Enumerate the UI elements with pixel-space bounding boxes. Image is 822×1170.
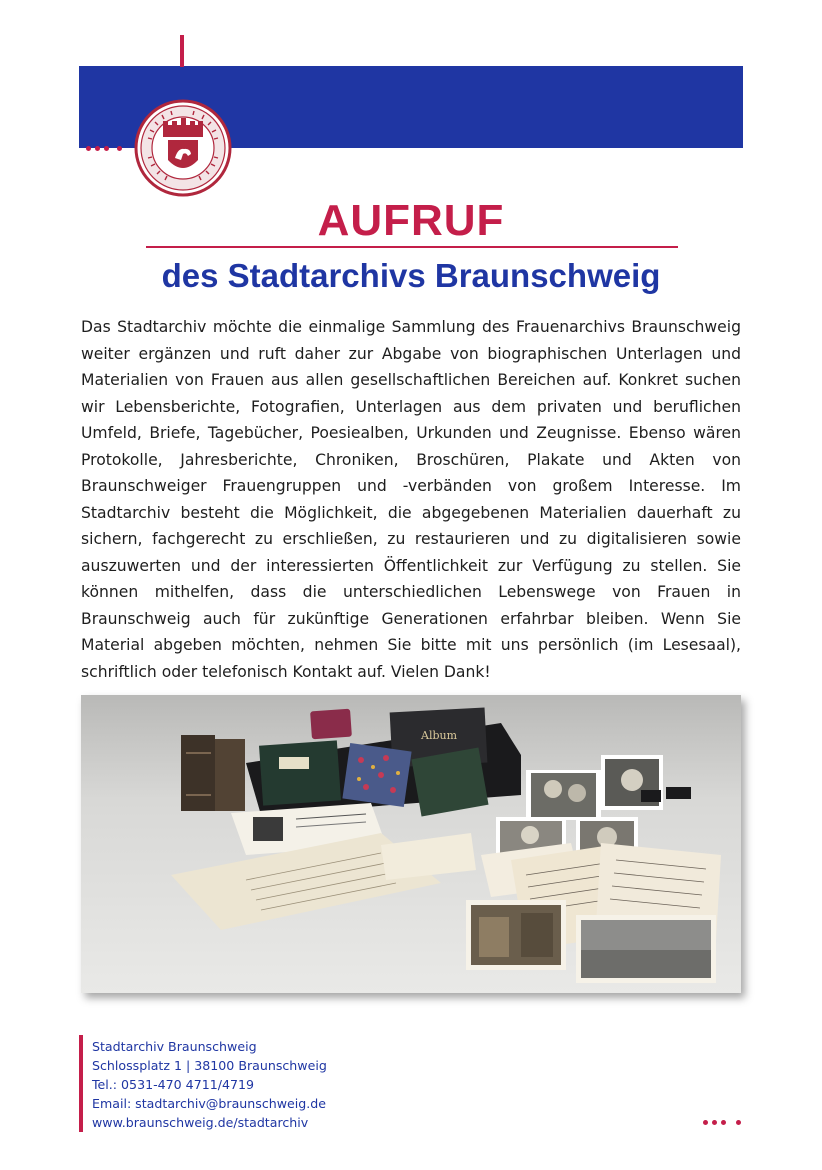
footer-phone: Tel.: 0531-470 4711/4719 bbox=[92, 1077, 255, 1092]
title-divider bbox=[146, 246, 678, 248]
footer-website-link[interactable]: www.braunschweig.de/stadtarchiv bbox=[92, 1115, 309, 1130]
contact-footer bbox=[92, 1037, 327, 1132]
decor-dash-3 bbox=[180, 45, 184, 67]
footer-email[interactable]: Email: stadtarchiv@braunschweig.de bbox=[92, 1096, 327, 1111]
footer-accent-bar bbox=[79, 1035, 83, 1132]
footer-address: Schlossplatz 1 | 38100 Braunschweig bbox=[92, 1058, 327, 1073]
page-title: AUFRUF bbox=[317, 196, 505, 245]
appeal-body-text: Das Stadtarchiv möchte die einmalige Sammlung des Frauenarchivs Braunschweig weiter ergänzen und ruft daher zur Abgabe von biographischen Unterlagen und Materialien von Frauen aus allen gesellschaftlichen Bereichen auf. Konkret suchen wir Lebensberichte, Fotografien, Unterlagen aus dem privaten und beruflichen Umfeld, Briefe, Tagebücher, Poesiealben, Urkunden und Zeugnisse. Ebenso wären Protokolle, Jahresberichte, Chroniken, Broschüren, Plakate und Akten von Braunschweiger Frauengruppen und -verbänden von großem Interesse. Im Stadtarchiv besteht die Möglichkeit, die abgegebenen Materialien dauerhaft zu sichern, fachgerecht zu erschließen, zu restaurieren und zu digitalisieren sowie auszuwerten und der interessierten Öffentlichkeit zur Verfügung zu stellen. Sie können mithelfen, dass die unterschiedlichen Lebenswege von Frauen in Braunschweig auch für zukünftige Generationen erfahrbar bleiben. Wenn Sie Material abgeben möchten, nehmen Sie bitte mit uns persönlich (im Lesesaal), schriftlich oder telefonisch Kontakt auf. Vielen Dank! bbox=[81, 318, 741, 681]
archive-materials-photo bbox=[81, 695, 741, 993]
footer-organization: Stadtarchiv Braunschweig bbox=[92, 1039, 257, 1054]
page-subtitle: des Stadtarchivs Braunschweig bbox=[161, 257, 661, 294]
album-label-text: Album bbox=[421, 729, 458, 742]
braunschweig-city-seal-icon bbox=[128, 98, 238, 198]
